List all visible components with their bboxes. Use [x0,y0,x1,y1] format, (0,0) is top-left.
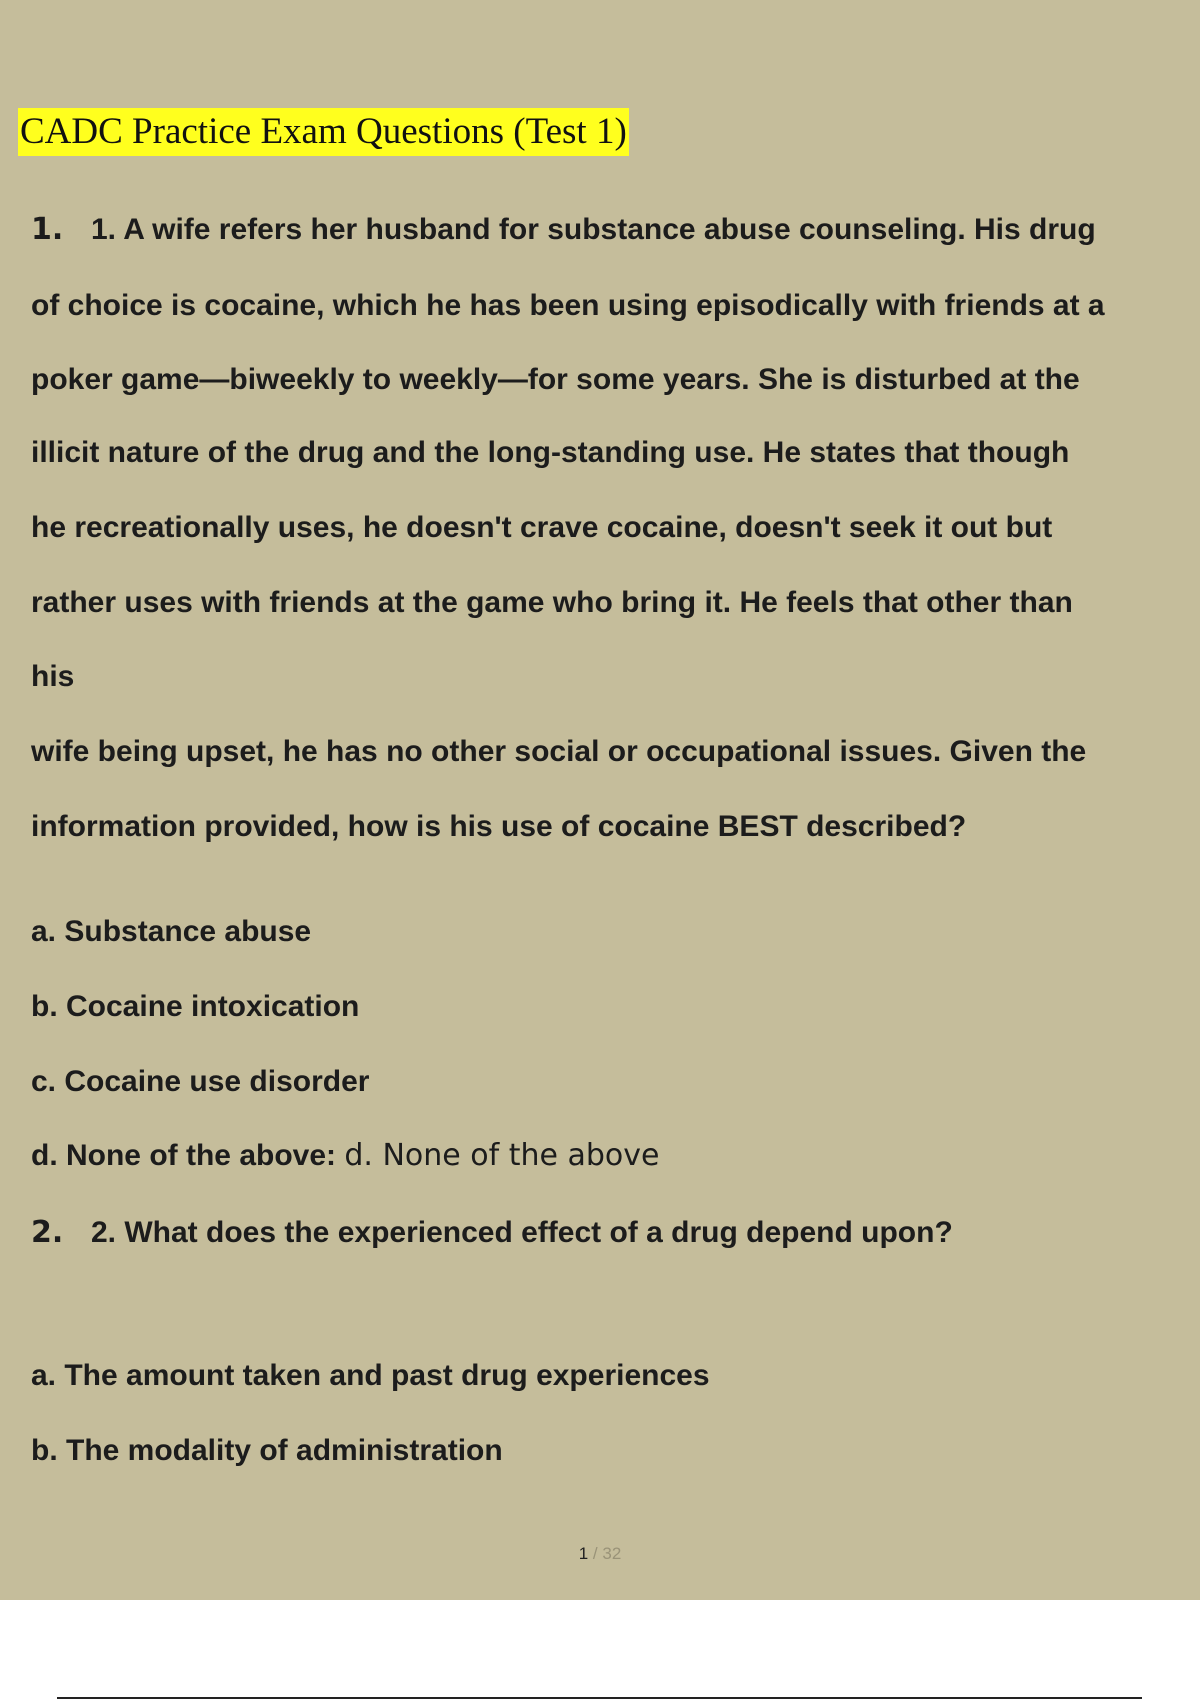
document-title: CADC Practice Exam Questions (Test 1) [18,108,629,156]
question-1-number: 1. [31,212,64,247]
question-1-line: wife being upset, he has no other social or occupational issues. Given the [31,735,1087,768]
question-1-text: 1. A wife refers her husband for substance abuse counseling. His drug [91,213,1096,246]
question-1-line: poker game—biweekly to weekly—for some years. She is disturbed at the [31,363,1080,396]
page-current: 1 [578,1544,589,1563]
question-2-number: 2. [31,1215,64,1250]
question-1-option-b: b. Cocaine intoxication [31,990,360,1023]
question-2-option-a: a. The amount taken and past drug experiences [31,1359,710,1392]
question-1-option-d [31,1138,660,1174]
question-1-line: of choice is cocaine, which he has been using episodically with friends at a [31,289,1105,322]
question-1-line: information provided, how is his use of cocaine BEST described? [31,810,967,843]
question-2-text: 2. What does the experienced effect of a drug depend upon? [91,1216,953,1249]
question-2-line [31,1215,953,1251]
question-1-line: his [31,660,75,693]
question-2-option-b: b. The modality of administration [31,1434,503,1467]
page-divider [57,1697,1142,1699]
question-1-option-c: c. Cocaine use disorder [31,1065,370,1098]
question-1-option-a: a. Substance abuse [31,915,312,948]
question-1-line: illicit nature of the drug and the long-standing use. He states that though [31,436,1070,469]
question-1-answer: d. None of the above [344,1138,660,1173]
page-total: / 32 [592,1544,622,1563]
page-indicator [0,1543,1200,1565]
question-1-line: rather uses with friends at the game who bring it. He feels that other than [31,586,1073,619]
question-1-line [31,212,1096,248]
question-1-option-d-label: d. None of the above: [31,1139,337,1172]
question-1-line: he recreationally uses, he doesn't crave cocaine, doesn't seek it out but [31,511,1053,544]
